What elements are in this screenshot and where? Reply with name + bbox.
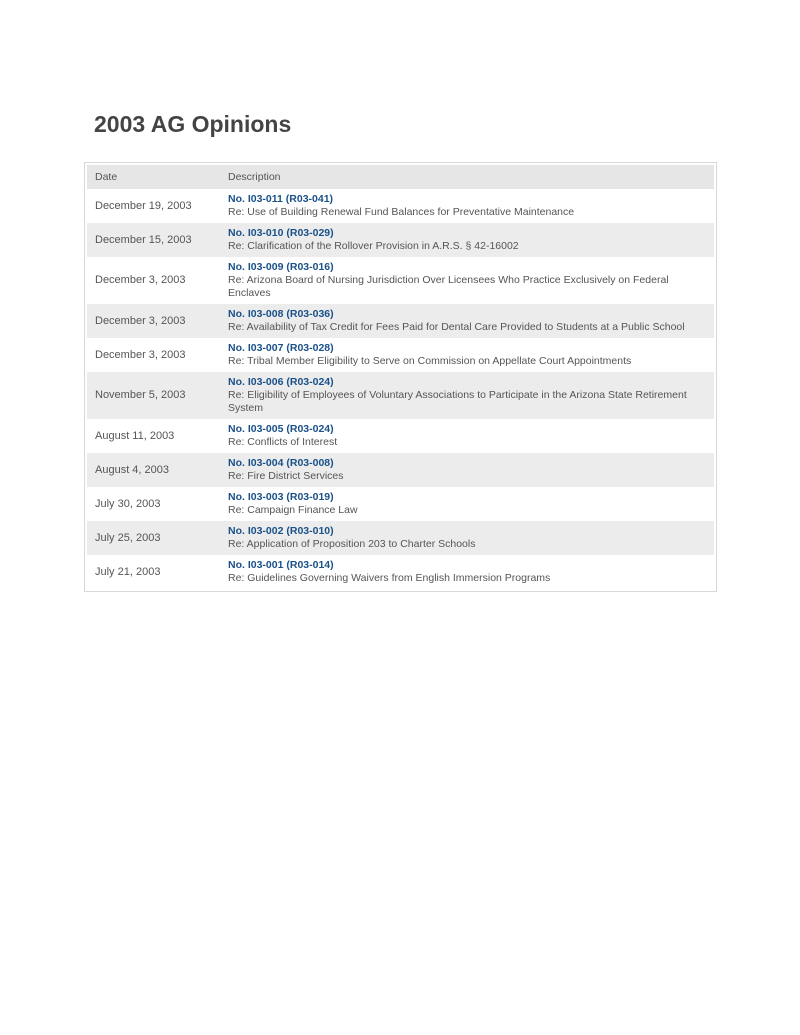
opinion-date: July 30, 2003 bbox=[95, 497, 161, 510]
page-content bbox=[84, 108, 717, 592]
opinion-description: Re: Use of Building Renewal Fund Balances for Preventative Maintenance bbox=[228, 206, 575, 218]
opinion-description-cell bbox=[220, 372, 714, 419]
table-row bbox=[87, 555, 714, 589]
opinion-number-link[interactable]: No. I03-009 (R03-016) bbox=[228, 261, 334, 273]
opinion-description-cell bbox=[220, 257, 714, 304]
opinion-description-cell bbox=[220, 419, 714, 453]
column-header-description: Description bbox=[220, 165, 714, 189]
opinion-description: Re: Application of Proposition 203 to Charter Schools bbox=[228, 538, 476, 550]
opinion-number-link[interactable]: No. I03-011 (R03-041) bbox=[228, 193, 334, 205]
column-header-date: Date bbox=[87, 165, 220, 189]
opinions-table-grid bbox=[87, 165, 714, 589]
opinion-description: Re: Conflicts of Interest bbox=[228, 436, 338, 448]
opinion-description: Re: Guidelines Governing Waivers from English Immersion Programs bbox=[228, 572, 551, 584]
table-row bbox=[87, 338, 714, 372]
opinion-description-cell bbox=[220, 189, 714, 223]
opinion-number-link[interactable]: No. I03-003 (R03-019) bbox=[228, 491, 334, 503]
opinion-date: December 3, 2003 bbox=[87, 304, 220, 338]
table-row bbox=[87, 372, 714, 419]
opinion-date: December 3, 2003 bbox=[95, 274, 186, 286]
opinion-date: November 5, 2003 bbox=[87, 372, 220, 419]
opinion-description-cell bbox=[220, 304, 714, 338]
opinion-date: December 19, 2003 bbox=[95, 199, 192, 212]
table-row bbox=[87, 189, 714, 223]
opinion-number-link[interactable]: No. I03-002 (R03-010) bbox=[228, 525, 334, 537]
opinion-number-link[interactable]: No. I03-007 (R03-028) bbox=[228, 342, 334, 354]
opinion-description: Re: Fire District Services bbox=[228, 470, 344, 482]
opinion-description: Re: Clarification of the Rollover Provision in A.R.S. § 42-16002 bbox=[228, 240, 519, 252]
opinion-description-cell bbox=[220, 453, 714, 487]
opinion-date: July 21, 2003 bbox=[95, 565, 161, 578]
opinion-description: Re: Campaign Finance Law bbox=[228, 504, 358, 516]
opinion-description-cell bbox=[220, 223, 714, 257]
table-body bbox=[87, 189, 714, 589]
table-row bbox=[87, 453, 714, 487]
opinion-description-cell bbox=[220, 338, 714, 372]
opinion-description: Re: Tribal Member Eligibility to Serve on Commission on Appellate Court Appointments bbox=[228, 355, 632, 367]
opinion-number-link[interactable]: No. I03-008 (R03-036) bbox=[228, 308, 334, 320]
opinion-date: August 4, 2003 bbox=[87, 453, 220, 487]
table-header-row bbox=[87, 165, 714, 189]
opinion-date: August 11, 2003 bbox=[95, 429, 175, 442]
opinion-description: Re: Eligibility of Employees of Voluntary Associations to Participate in the Arizona State Retirement System bbox=[228, 389, 687, 414]
opinion-description: Re: Availability of Tax Credit for Fees Paid for Dental Care Provided to Students at a Public School bbox=[228, 321, 685, 333]
opinion-date: December 3, 2003 bbox=[95, 348, 186, 361]
opinion-number-link[interactable]: No. I03-006 (R03-024) bbox=[228, 376, 334, 388]
table-row bbox=[87, 304, 714, 338]
opinion-description-cell bbox=[220, 555, 714, 589]
opinion-description: Re: Arizona Board of Nursing Jurisdiction Over Licensees Who Practice Exclusively on Federal Enclaves bbox=[228, 274, 669, 299]
opinion-number-link[interactable]: No. I03-010 (R03-029) bbox=[228, 227, 334, 239]
opinion-description-cell bbox=[220, 487, 714, 521]
table-row bbox=[87, 487, 714, 521]
table-row bbox=[87, 521, 714, 555]
page-title: 2003 AG Opinions bbox=[94, 111, 292, 137]
opinion-description-cell bbox=[220, 521, 714, 555]
table-row bbox=[87, 419, 714, 453]
table-row bbox=[87, 223, 714, 257]
table-row bbox=[87, 257, 714, 304]
opinions-table bbox=[84, 162, 717, 592]
opinion-date: July 25, 2003 bbox=[87, 521, 220, 555]
opinion-date: December 15, 2003 bbox=[87, 223, 220, 257]
opinion-number-link[interactable]: No. I03-001 (R03-014) bbox=[228, 559, 334, 571]
opinion-number-link[interactable]: No. I03-005 (R03-024) bbox=[228, 423, 334, 435]
opinion-number-link[interactable]: No. I03-004 (R03-008) bbox=[228, 457, 334, 469]
